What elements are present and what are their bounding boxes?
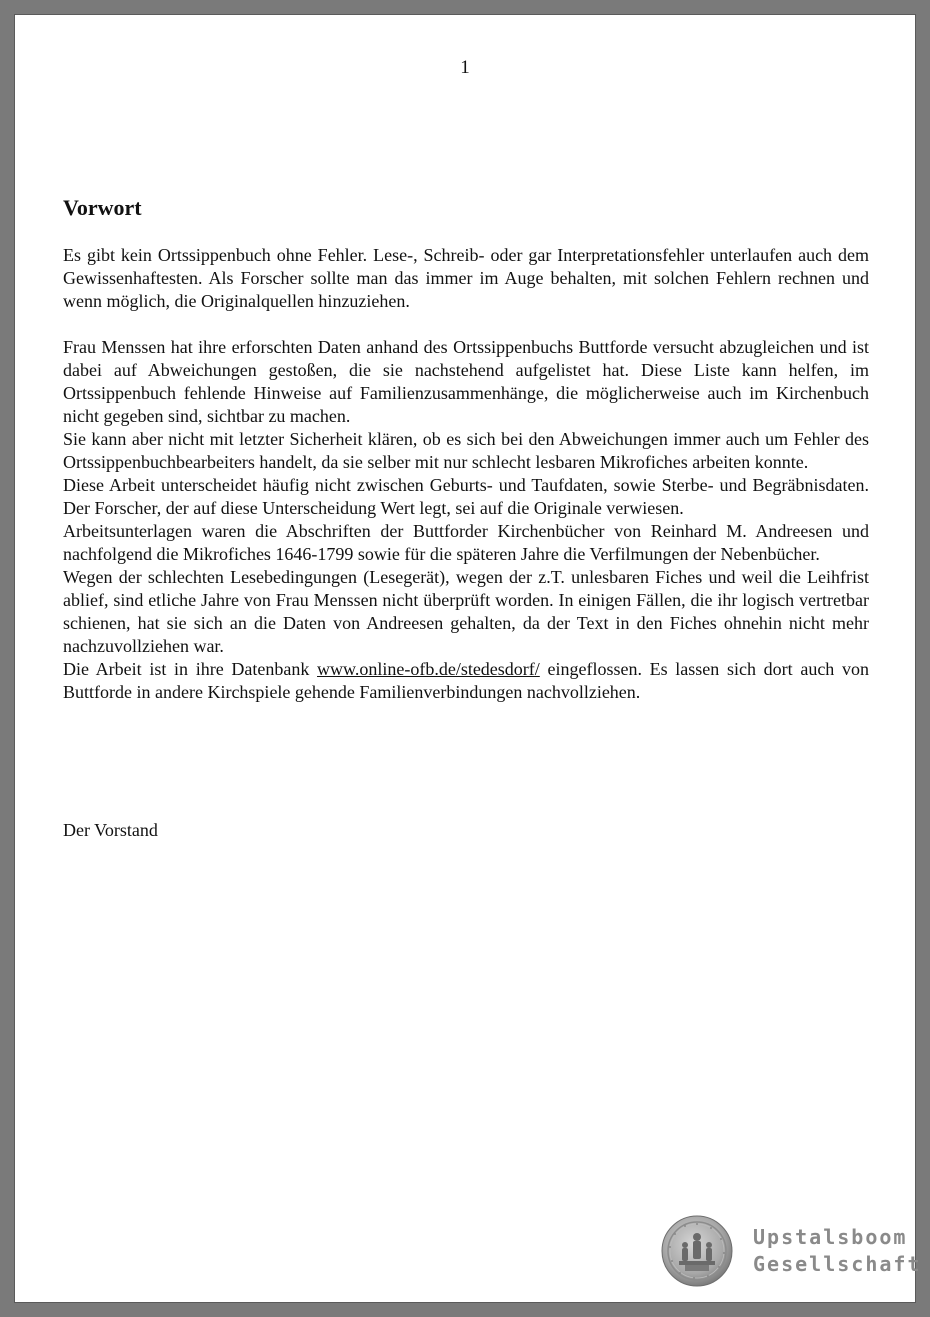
page-title: Vorwort — [63, 195, 142, 220]
database-link[interactable]: www.online-ofb.de/stedesdorf/ — [317, 659, 540, 679]
paragraph: Sie kann aber nicht mit letzter Sicherheit klären, ob es sich bei den Abweichungen immer auch um Fehler des Ortssippenbuchbearbeiters handelt, da sie selber mit nur schlecht lesbaren Mikrofiches arbeiten konnte. — [63, 429, 869, 472]
body-text — [63, 244, 869, 704]
signature: Der Vorstand — [63, 820, 158, 840]
organization-name-line2: Gesellschaft — [753, 1252, 922, 1276]
paragraph-text: eingeflossen. Es lassen sich dort auch von Buttforde in andere Kirchspiele gehende Familienverbindungen nachvollziehen. — [63, 659, 869, 702]
seal-icon — [661, 1215, 733, 1287]
paragraph: Arbeitsunterlagen waren die Abschriften der Buttforder Kirchenbücher von Reinhard M. Andreesen und nachfolgend die Mikrofiches 1646-1799 sowie für die späteren Jahre die Verfilmungen der Nebenbücher. — [63, 521, 869, 564]
page-number: 1 — [460, 57, 470, 78]
paragraph: Wegen der schlechten Lesebedingungen (Lesegerät), wegen der z.T. unlesbaren Fiches und weil die Leihfrist ablief, sind etliche Jahre von Frau Menssen nicht überprüft worden. In einigen Fällen, die ihr logisch vertretbar schienen, hat sie sich an die Daten von Andreesen gehalten, da der Text in den Fiches ohnehin nicht mehr nachzuvollziehen war. — [63, 567, 869, 656]
footer-logo — [661, 1214, 922, 1288]
paragraph: Es gibt kein Ortssippenbuch ohne Fehler. Lese-, Schreib- oder gar Interpretationsfehler unterlaufen auch dem Gewissenhaftesten. Als Forscher sollte man das immer im Auge behalten, mit solchen Fehlern rechnen und wenn möglich, die Originalquellen hinzuziehen. — [63, 245, 869, 311]
paragraph-database — [63, 658, 869, 704]
organization-name — [753, 1224, 922, 1278]
document-page — [14, 14, 922, 1303]
paragraph: Diese Arbeit unterscheidet häufig nicht zwischen Geburts- und Taufdaten, sowie Sterbe- und Begräbnisdaten. Der Forscher, der auf diese Unterscheidung Wert legt, sei auf die Originale verwiesen. — [63, 475, 869, 518]
paragraph: Frau Menssen hat ihre erforschten Daten anhand des Ortssippenbuchs Buttforde versucht abzugleichen und ist dabei auf Abweichungen gestoßen, die sie nachstehend aufgelistet hat. Diese Liste kann helfen, im Ortssippenbuch fehlende Hinweise auf Familienzusammenhänge, die möglicherweise auch im Kirchenbuch nicht gegeben sind, sichtbar zu machen. — [63, 337, 869, 426]
paragraph-text: Die Arbeit ist in ihre Datenbank — [63, 659, 318, 679]
organization-name-line1: Upstalsboom — [753, 1225, 908, 1249]
